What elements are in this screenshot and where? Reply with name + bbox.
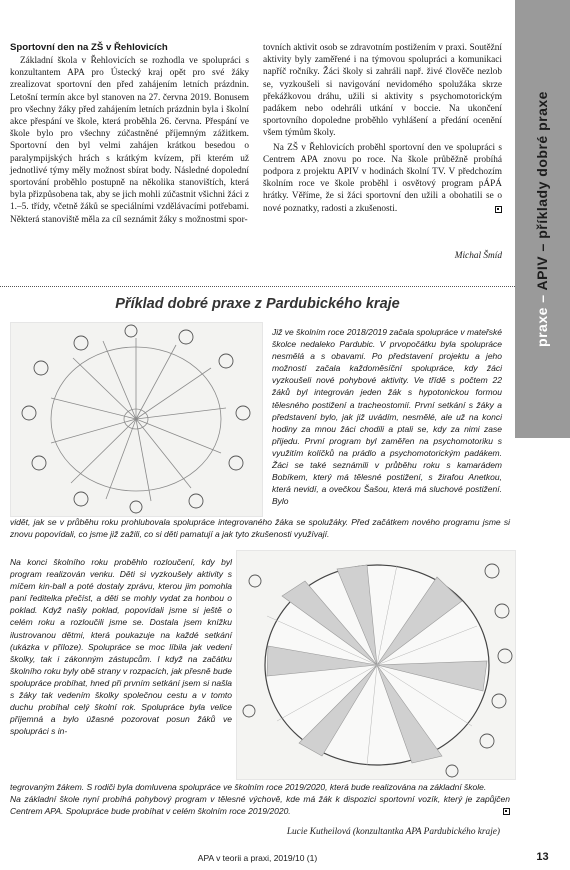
article-top-column-2 [263,42,502,215]
section-title: Příklad dobré praxe z Pardubického kraje [115,296,400,312]
article-bottom-author: Lucie Kutheilová (konzultantka APA Pardubického kraje) [286,827,500,837]
article-top-paragraph: tovních aktivit osob se zdravotním postižením v praxi. Soutěžní aktivity byly zaměřené i na týmovou spolupráci a komunikaci napříč ročníky. Žáci školy si zahráli např. živé člověče nezlob se, vyzkoušeli si navigování nevidomého spolužáka skrze překážkovou dráhu, užili si aktivity s psychomotorickým padákem nebo odehráli utkání v boccie. Na ukončení sportovního dopoledne proběhlo vyhlášení a předání ocenění všem týmům školy. [263,43,502,139]
article-top-paragraph: Základní škola v Řehlovicích se rozhodla ve spolupráci s konzultantem APA pro Ústecký kraj opět pro své žáky zrealizovat sportovní den před zahájením letních prázdnin. Letošní termín akce byl stanoven na 27. června 2019. Bonusem pro všechny žáky před zahájením letních prázdnin byla i školní akce přespání ve škole, která proběhla 26. června. Přespání ve škole bylo pro všechny zúčastněné příjemným zážitkem. Sportovní den byl velmi zahájen krátkou besedou o paralympijských hrách s krátkým kvízem, při kterém už jednotlivé týmy měly možnost sbírat body. Následné dopolední sportování proběhlo postupně na několika stanovištích, která byla přizpůsobena tak, aby se jich mohli zúčastnit všichni žáci z 1.–5. třídy, včetně žáků se speciálními vzdělávacími potřebami. Některá stanoviště měla za cíl seznámit žáky s možnostmi spor- [10,56,249,225]
article-bottom-left-text: Na konci školního roku proběhlo rozloučení, kdy byl program realizován venku. Děti si vyzkoušely aktivity s míčem kin-ball a poté dostaly zprávu, kterou jim pomohla paní ředitelka přečíst, a děti se mohly vydat za honbou o poklad. Když našly poklad, popovídali jsme si ještě o celém roku a rozloučili jsme se. Dostala jsem knížku ilustrovanou dětmi, která poukazuje na každé setkání (ukázka v příloze). Spolupráce se moc líbila jak vedení školky, tak i zákonným zástupcům. I když na začátku školního roku byly obě strany v rozpacích, jak přesně bude spolupráce probíhat, hned při prvním setkání jsem si našla s žáky tak vedením školky společnou cestu a v tomto duchu probíhal celý školní rok. Spolupráce byla velice příjemná a bylo úžasné pozorovat posun žáků ve spolupráci s in- [10,557,232,737]
page-number: 13 [536,851,549,863]
article-top-paragraph [263,142,502,215]
children-drawing-large-parachute-image [236,550,516,780]
article-bottom-right-text: Již ve školním roce 2018/2019 začala spolupráce v mateřské školce nedaleko Pardubic. V prvopočátku byla spolupráce nesmělá a s obavami. Po představení projektu a jeho možností začala každoměsíční spolupráce, kdy žáci vyzkoušeli nové pohybové aktivity. Ve třídě s počtem 22 žáků byl integrován jeden žák s hypotonickou formou tělesného postižení a tracheostomií. První setkání s žáky a představení bylo, jak již uvádím, nesmělé, ale už na konci hodiny za mnou žáci chodili a ptali se, kdy za nimi zase přijedu. První program byl zaměřen na psychomotoriku s využitím kolíčků na prádlo a psychomotorickým padákem. Žáci se také seznámili v průběhu roku s kamarádem Bobíkem, který má tělesné postižení, s žirafou Anetkou, která nevidí, a ovečkou Šašou, která má sluchové postižení. Bylo [272,327,502,507]
article-top-column-1 [10,42,249,226]
large-parachute-drawing-svg [237,551,515,779]
article-bottom-full-text-2 [10,781,510,817]
side-band-prefix: praxe – [534,290,550,347]
article-top-author: Michal Šmíd [454,251,502,261]
article-bottom-full-text-1: vidět, jak se v průběhu roku prohlubovala spolupráce integrovaného žáka se spolužáky. Před začátkem nového programu jsme si znovu popovídali, co jsme již zažili, co si děti pamatují a jak tyto zkušenosti využívají. [10,517,510,540]
parachute-drawing-svg [11,323,262,516]
side-band-accent: APIV – příklady dobré praxe [534,91,550,291]
end-of-article-icon [503,808,510,815]
article-top-paragraph-text: Na ZŠ v Řehlovicích proběhl sportovní den ve spolupráci s Centrem APA znovu po roce. Na škole průběžně probíhá podpora z projektu APIV v hodinách školní TV. V předchozím školním roce ve škole proběhl i osvětový program pÁPÁ hrátky. Věříme, že si žáci sportovní den užili a obohatili se o nové poznatky, radosti a zkušenosti. [263,142,502,214]
article-bottom-paragraph-text: Na základní škole nyní probíhá pohybový program v tělesné výchově, kde má žák k dispozici sportovní vozík, který je zapůjčen Centrem APA. Spolupráce bude probíhat v celém školním roce 2019/2020. [10,794,510,817]
children-drawing-parachute-image [10,322,263,517]
end-of-article-icon [495,206,502,213]
article-bottom-paragraph [10,793,510,817]
side-band-label [534,91,550,347]
section-divider [0,286,515,287]
journal-citation: APA v teorii a praxi, 2019/10 (1) [197,853,318,863]
article-bottom-paragraph: tegrovaným žákem. S rodiči byla domluvena spolupráce ve školním roce 2019/2020, která bude realizována na základní škole. [10,782,487,792]
article-top-title: Sportovní den na ZŠ v Řehlovicích [10,42,168,53]
